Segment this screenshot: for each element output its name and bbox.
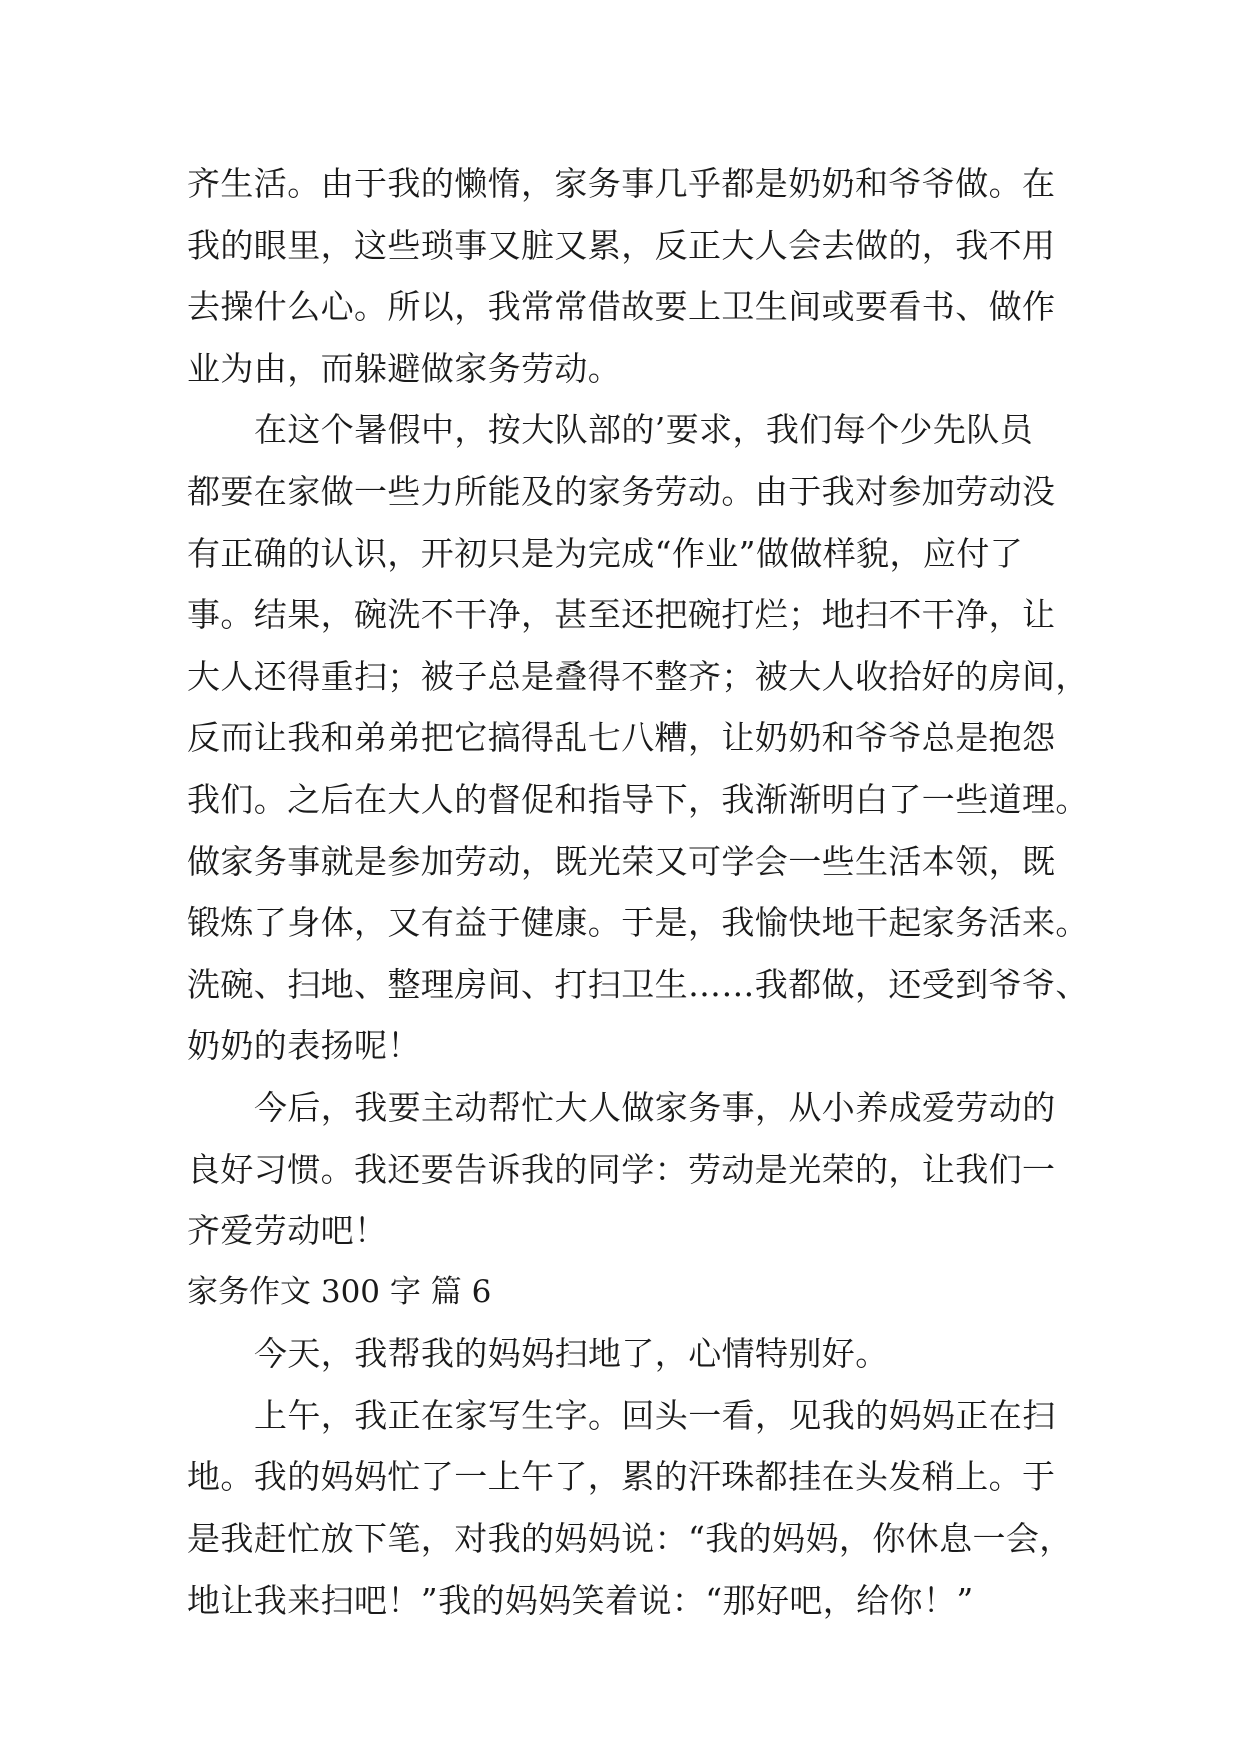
paragraph-line: 去操什么心。所以，我常常借故要上卫生间或要看书、做作 <box>187 287 1056 327</box>
paragraph-line: 地。我的妈妈忙了一上午了，累的汗珠都挂在头发稍上。于 <box>187 1457 1056 1497</box>
paragraph-line: 事。结果，碗洗不干净，甚至还把碗打烂；地扫不干净，让 <box>187 595 1056 635</box>
paragraph-line: 今后，我要主动帮忙大人做家务事，从小养成爱劳动的 <box>254 1087 1056 1127</box>
section-heading: 家务作文 300 字 篇 6 <box>187 1273 492 1310</box>
paragraph-line: 地让我来扫吧！”我的妈妈笑着说：“那好吧，给你！” <box>187 1580 974 1620</box>
paragraph-line: 反而让我和弟弟把它搞得乱七八糟，让奶奶和爷爷总是抱怨 <box>187 718 1056 758</box>
essay-text-block <box>187 153 1089 1631</box>
paragraph-line: 齐生活。由于我的懒惰，家务事几乎都是奶奶和爷爷做。在 <box>187 164 1056 203</box>
paragraph-line: 大人还得重扫；被子总是叠得不整齐；被大人收拾好的房间， <box>187 656 1089 696</box>
paragraph-line: 做家务事就是参加劳动，既光荣又可学会一些生活本领，既 <box>187 841 1056 881</box>
paragraph-line: 业为由，而躲避做家务劳动。 <box>187 348 622 388</box>
paragraph-line: 都要在家做一些力所能及的家务劳动。由于我对参加劳动没 <box>187 471 1056 511</box>
paragraph-line: 是我赶忙放下笔，对我的妈妈说：“我的妈妈，你休息一会， <box>187 1519 1073 1559</box>
paragraph-line: 良好习惯。我还要告诉我的同学：劳动是光荣的，让我们一 <box>187 1149 1056 1189</box>
paragraph-line: 今天，我帮我的妈妈扫地了，心情特别好。 <box>254 1334 889 1374</box>
paragraph-line: 上午，我正在家写生字。回头一看，见我的妈妈正在扫 <box>254 1395 1056 1435</box>
paragraph-line: 齐爱劳动吧！ <box>187 1211 388 1251</box>
paragraph-line: 洗碗、扫地、整理房间、打扫卫生……我都做，还受到爷爷、 <box>187 964 1089 1004</box>
paragraph-line: 锻炼了身体，又有益于健康。于是，我愉快地干起家务活来。 <box>187 903 1089 943</box>
paragraph-line: 我的眼里，这些琐事又脏又累，反正大人会去做的，我不用 <box>187 225 1056 265</box>
paragraph-line: 在这个暑假中，按大队部的’要求，我们每个少先队员 <box>254 410 1034 450</box>
paragraph-line: 有正确的认识，开初只是为完成“作业”做做样貌，应付了 <box>187 533 1024 573</box>
paragraph-line: 奶奶的表扬呢！ <box>187 1026 421 1066</box>
paragraph-line: 我们。之后在大人的督促和指导下，我渐渐明白了一些道理。 <box>187 779 1089 819</box>
